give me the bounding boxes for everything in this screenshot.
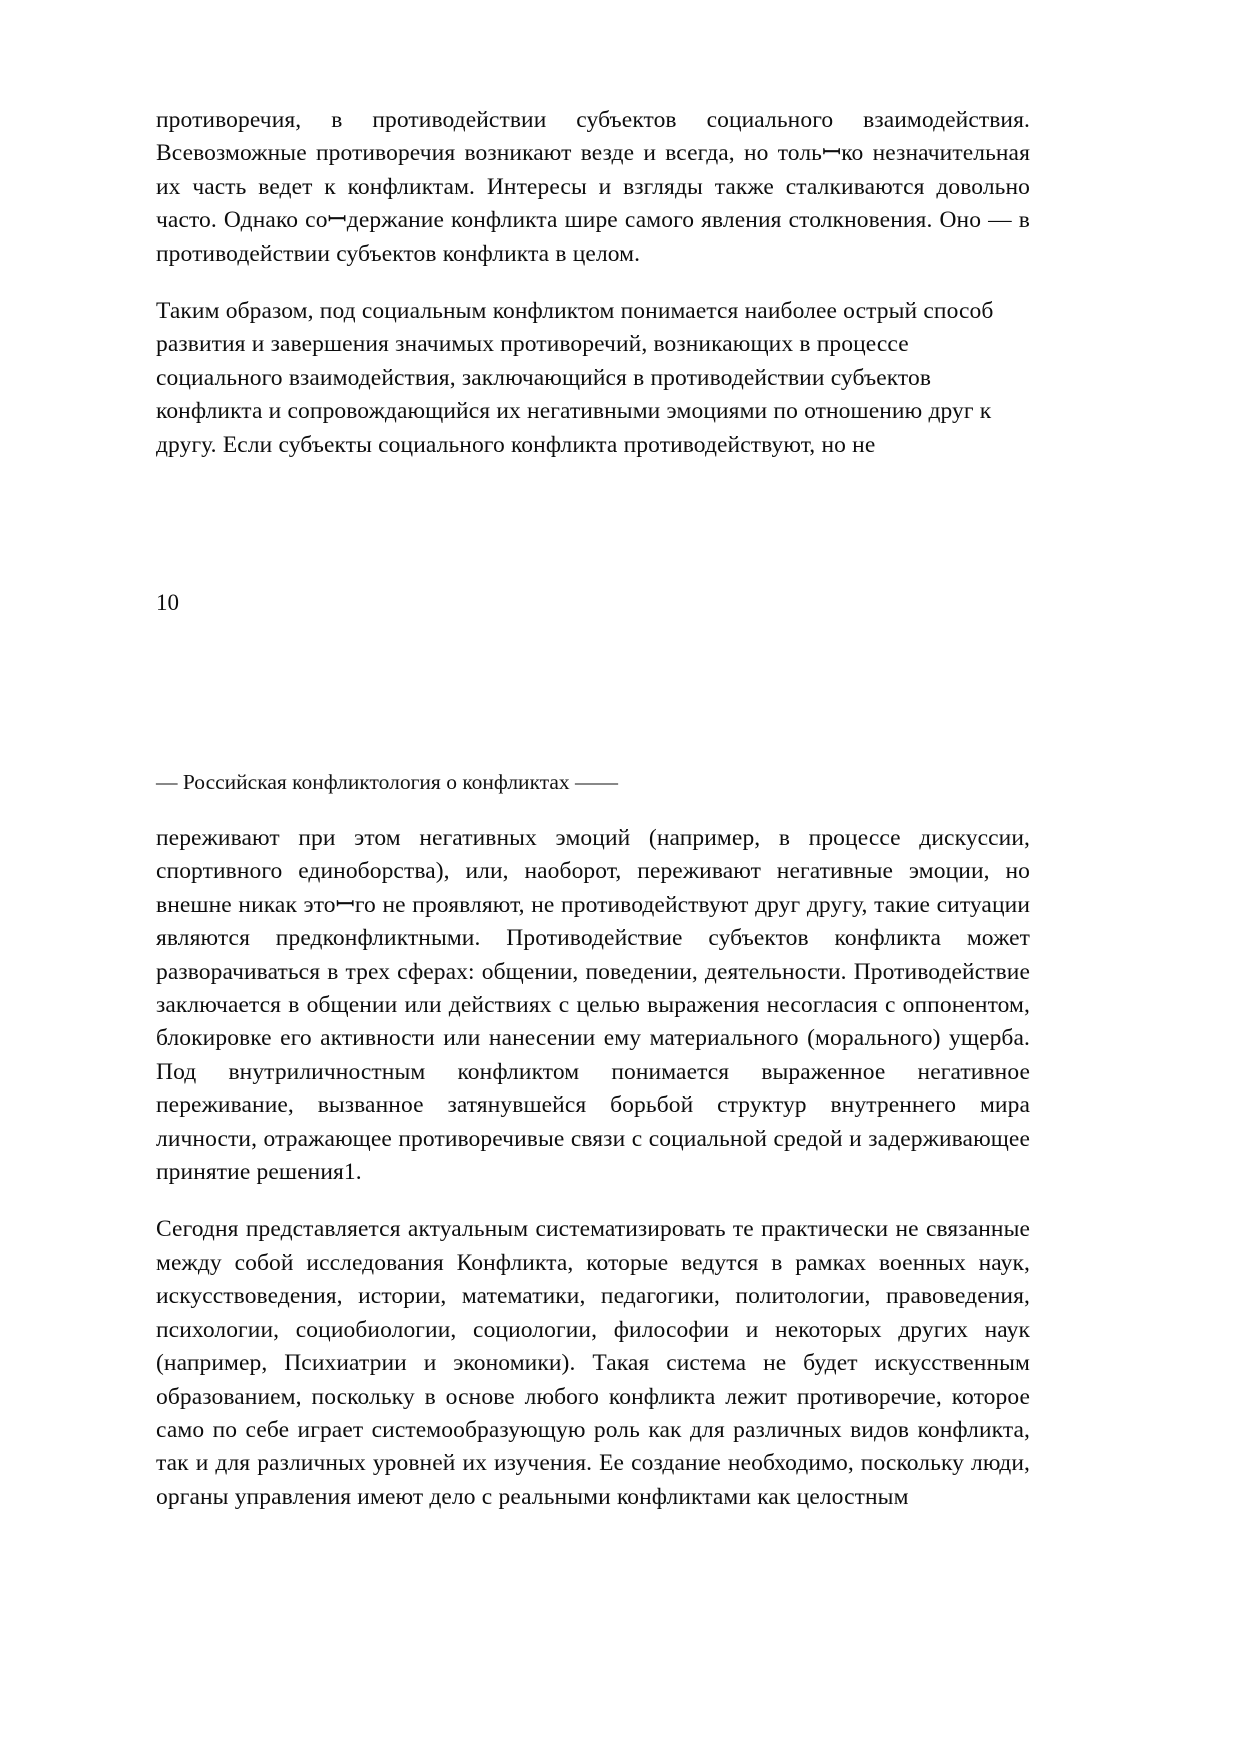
paragraph-bottom-1: переживают при этом негативных эмоций (например, в процессе дискуссии, спортивного единоборства), или, наоборот, переживают негативные эмоции, но внешне никак этоꟷго не проявляют, не противодействуют друг другу, такие ситуации являются предконфликтными. Противодействие субъектов конфликта может разворачиваться в трех сферах: общении, поведении, деятельности. Противодействие заключается в общении или действиях с целью выражения несогласия с оппонентом, блокировке его активности или нанесении ему материального (морального) ущерба. Под внутриличностным конфликтом понимается выраженное негативное переживание, вызванное затянувшейся борьбой структур внутреннего мира личности, отражающее противоречивые связи с социальной средой и задерживающее принятие решения1.: [156, 825, 1030, 1186]
running-header: — Российская конфликтология о конфликтах ——: [156, 770, 619, 794]
paragraph-top-2: Таким образом, под социальным конфликтом понимается наиболее острый способ развития и завершения значимых противоречий, возникающих в процессе социального взаимодействия, заключающийся в противодействии субъектов конфликта и сопровождающийся их негативными эмоциями по отношению друг к другу. Если субъекты социального конфликта противодействуют, но не: [156, 298, 994, 458]
paragraph-top-1: противоречия, в противодействии субъектов социального взаимодействия. Всевозможные противоречия возникают везде и всегда, но тольꟷко незначительная их часть ведет к конфликтам. Интересы и взгляды также сталкиваются довольно часто. Однако соꟷдержание конфликта шире самого явления столкновения. Оно — в противодействии субъектов конфликта в целом.: [156, 107, 1030, 267]
paragraph-bottom-2: Сегодня представляется актуальным систематизировать те практически не связанные между собой исследования Конфликта, которые ведутся в рамках военных наук, искусствоведения, истории, математики, педагогики, политологии, правоведения, психологии, социобиологии, социологии, философии и некоторых других наук (например, Психиатрии и экономики). Такая система не будет искусственным образованием, поскольку в основе любого конфликта лежит противоречие, которое само по себе играет системообразующую роль как для различных видов конфликта, так и для различных уровней их изучения. Ее создание необходимо, поскольку люди, органы управления имеют дело с реальными конфликтами как целостным: [156, 1216, 1030, 1510]
page-number: 10: [156, 590, 179, 615]
running-header-block: [156, 768, 1056, 796]
bottom-text-block: [156, 822, 1030, 1514]
page-number-block: [156, 588, 1030, 618]
top-text-block: [156, 104, 1030, 462]
